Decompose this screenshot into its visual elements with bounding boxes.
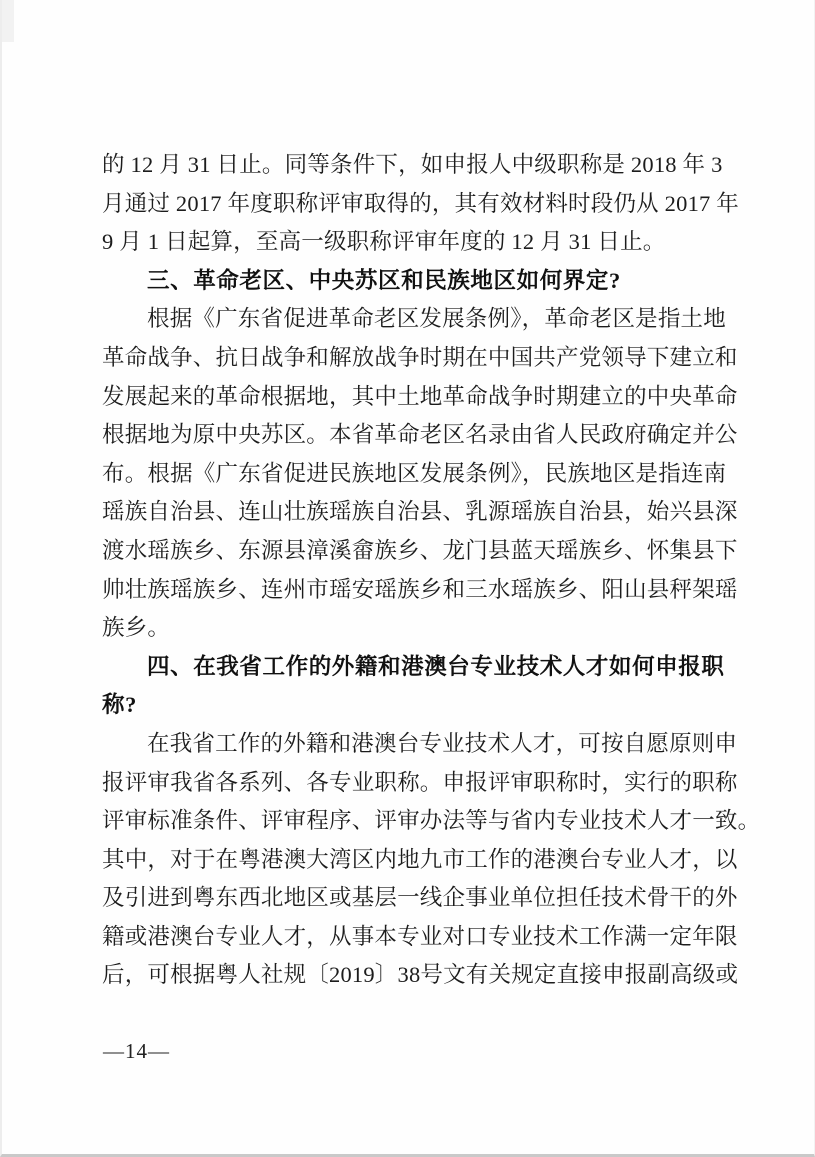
text-line: 其中，对于在粤港澳大湾区内地九市工作的港澳台专业人才，以 [102, 846, 738, 872]
text-line: 后，可根据粤人社规〔2019〕38号文有关规定直接申报副高级或 [102, 962, 739, 988]
text-line: 在我省工作的外籍和港澳台专业技术人才，可按自愿原则申 [147, 730, 738, 756]
text-line: 帅壮族瑶族乡、连州市瑶安瑶族乡和三水瑶族乡、阳山县秤架瑶 [102, 576, 738, 602]
text-line: 发展起来的革命根据地，其中土地革命战争时期建立的中央革命 [102, 383, 738, 409]
text-line: 及引进到粤东西北地区或基层一线企事业单位担任技术骨干的外 [102, 885, 738, 911]
text-column [102, 146, 761, 995]
text-line: 的 12 月 31 日止。同等条件下，如申报人中级职称是 2018 年 3 [102, 152, 723, 177]
section-heading-four-line2: 称? [102, 692, 137, 718]
text-line: 评审标准条件、评审程序、评审办法等与省内专业技术人才一致。 [102, 808, 761, 834]
section-heading-four-line1: 四、在我省工作的外籍和港澳台专业技术人才如何申报职 [147, 653, 725, 679]
text-line: 9 月 1 日起算，至高一级职称评审年度的 12 月 31 日止。 [102, 229, 666, 255]
text-line: 革命战争、抗日战争和解放战争时期在中国共产党领导下建立和 [102, 344, 738, 370]
text-line: 籍或港澳台专业人才，从事本专业对口专业技术工作满一定年限 [102, 923, 738, 949]
text-line: 族乡。 [102, 615, 171, 641]
section-heading-three: 三、革命老区、中央苏区和民族地区如何界定? [147, 267, 621, 293]
page-number: —14— [103, 1039, 170, 1063]
text-line: 根据地为原中央苏区。本省革命老区名录由省人民政府确定并公 [102, 422, 738, 448]
text-line: 渡水瑶族乡、东源县漳溪畲族乡、龙门县蓝天瑶族乡、怀集县下 [102, 537, 738, 563]
text-line: 瑶族自治县、连山壮族瑶族自治县、乳源瑶族自治县，始兴县深 [102, 499, 738, 525]
text-line: 月通过 2017 年度职称评审取得的，其有效材料时段仍从 2017 年 [102, 190, 740, 216]
text-line: 布。根据《广东省促进民族地区发展条例》，民族地区是指连南 [102, 460, 727, 486]
text-line: 报评审我省各系列、各专业职称。申报评审职称时，实行的职称 [102, 769, 738, 795]
scan-artifact [2, 0, 14, 42]
text-line: 根据《广东省促进革命老区发展条例》，革命老区是指土地 [147, 306, 726, 332]
